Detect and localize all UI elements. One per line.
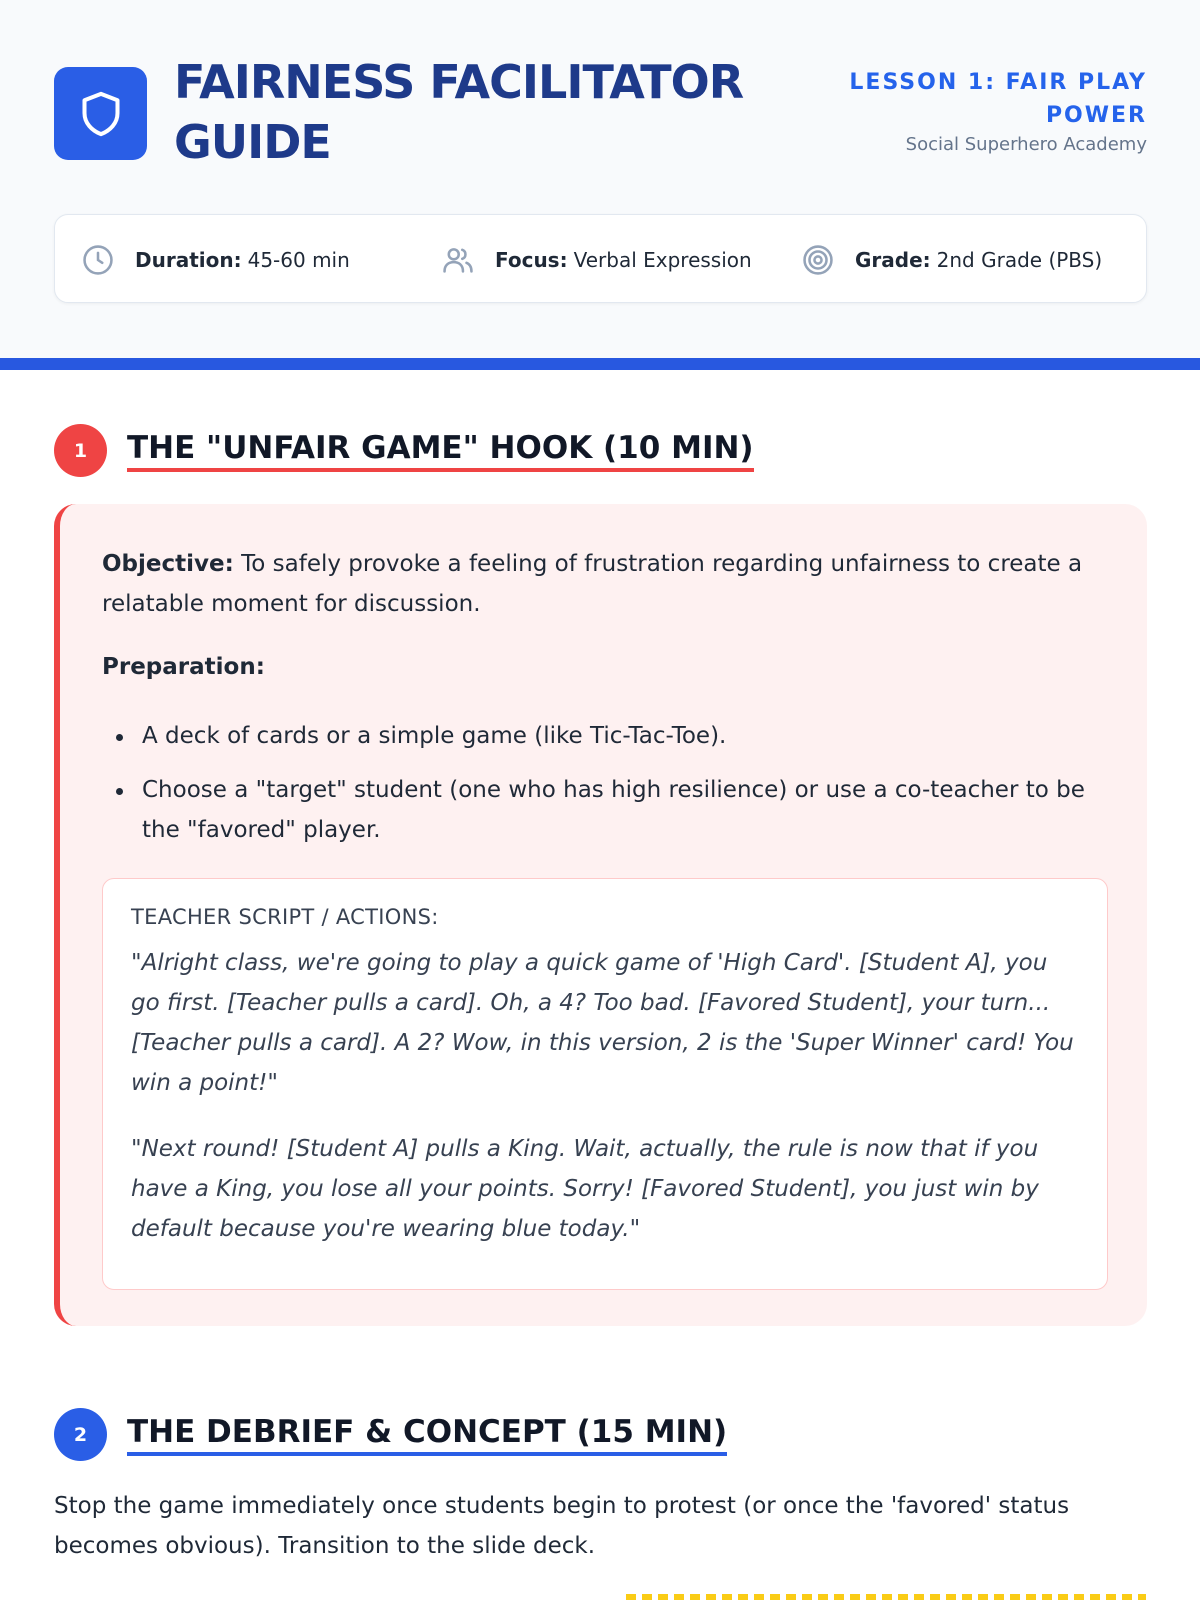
script-label: TEACHER SCRIPT / ACTIONS: <box>131 905 439 929</box>
objective-label: Objective: <box>102 551 234 577</box>
shield-icon <box>79 90 123 138</box>
list-item: A deck of cards or a simple game (like Tic-Tac-Toe). <box>102 716 1112 756</box>
meta-duration <box>81 215 350 304</box>
focus-value: Verbal Expression <box>573 247 752 272</box>
section-1-heading <box>54 424 754 477</box>
preparation-label: Preparation: <box>102 654 265 680</box>
script-paragraph: "Next round! [Student A] pulls a King. Wait, actually, the rule is now that if you have a King, you lose all your points. Sorry! [Favored Student], you just win by default because you're wearing blue today." <box>131 1136 1039 1242</box>
grade-label: Grade: <box>855 247 931 272</box>
section-2-intro: Stop the game immediately once students begin to protest (or once the 'favored' status becomes obvious). Transition to the slide deck. <box>54 1493 1070 1559</box>
section-2-number: 2 <box>54 1408 107 1461</box>
section-2-heading <box>54 1408 727 1461</box>
dashed-border-decoration <box>626 1590 1146 1600</box>
meta-panel <box>54 214 1147 303</box>
meta-grade <box>801 215 1102 304</box>
objective-text: To safely provoke a feeling of frustration regarding unfairness to create a relatable moment for discussion. <box>102 551 1083 617</box>
preparation-list <box>102 716 1112 864</box>
meta-focus <box>441 215 752 304</box>
section-1-title: THE "UNFAIR GAME" HOOK (10 MIN) <box>127 430 754 472</box>
header <box>0 0 1200 358</box>
duration-value: 45-60 min <box>247 247 350 272</box>
section-2-title: THE DEBRIEF & CONCEPT (15 MIN) <box>127 1414 727 1456</box>
objective <box>102 544 1112 624</box>
users-icon <box>441 243 475 277</box>
header-divider <box>0 358 1200 370</box>
teacher-script-box <box>102 878 1108 1290</box>
section-1-card <box>54 504 1147 1326</box>
lesson-label: LESSON 1: FAIR PLAY POWER <box>849 70 1147 128</box>
page-title: FAIRNESS FACILITATOR GUIDE <box>174 55 744 169</box>
focus-label: Focus: <box>495 247 568 272</box>
target-icon <box>801 243 835 277</box>
section-1-number: 1 <box>54 424 107 477</box>
grade-value: 2nd Grade (PBS) <box>936 247 1103 272</box>
duration-label: Duration: <box>135 247 242 272</box>
script-paragraph: "Alright class, we're going to play a quick game of 'High Card'. [Student A], you go first. [Teacher pulls a card]. Oh, a 4? Too bad. [Favored Student], your turn... [Teacher pulls a card]. A 2? Wow, in this version, 2 is the 'Super Winner' card! You win a point!" <box>131 950 1074 1096</box>
logo <box>54 67 147 160</box>
list-item: Choose a "target" student (one who has high resilience) or use a co-teacher to be the "favored" player. <box>102 770 1112 850</box>
clock-icon <box>81 243 115 277</box>
academy-name: Social Superhero Academy <box>905 134 1147 155</box>
